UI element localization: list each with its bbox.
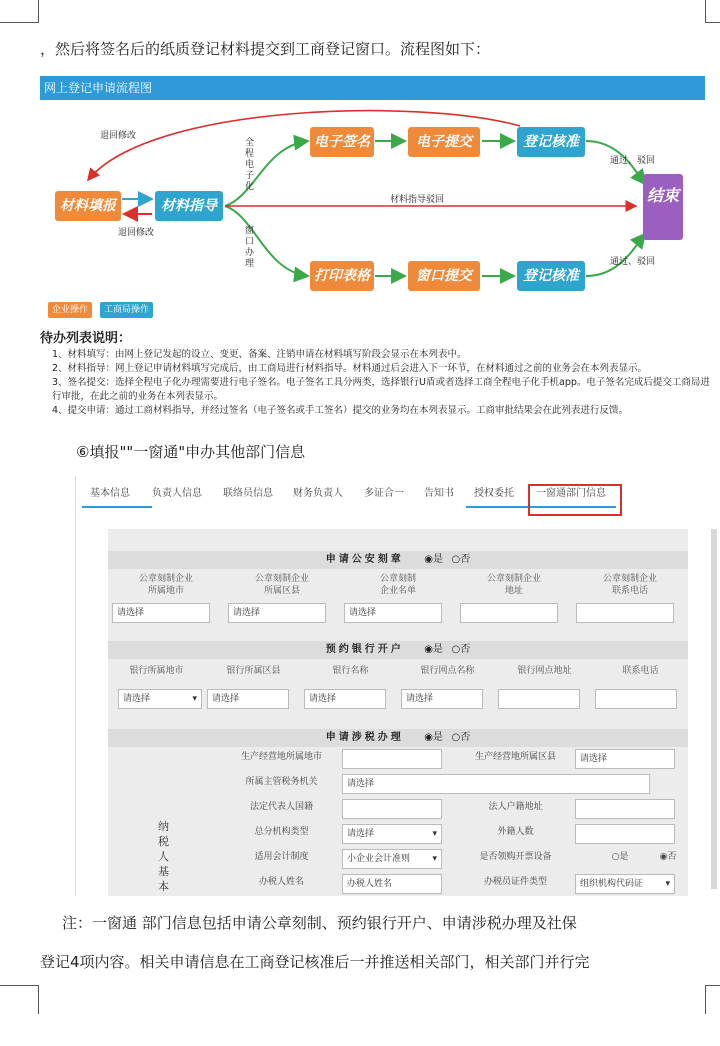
section-bank: [108, 641, 688, 659]
todo-note-item: 3、签名提交：选择全程电子化办理需要进行电子签名。电子签名工具分两类，选择银行U盾或者选择工商全程电子化手机app。电子签名完成后提交工商局进行审批，在此之前的业务在本列表显示。: [52, 377, 710, 402]
tax-label: 法定代表人国籍: [249, 802, 313, 812]
invoice-device-yes-radio[interactable]: ○是: [611, 852, 629, 862]
bank-yes-radio[interactable]: ◉是: [424, 644, 443, 655]
seal-header: 公章刻制 企业名单: [379, 574, 416, 596]
section-tax-title: 申请涉税办理: [325, 732, 404, 743]
tax-city-input[interactable]: [342, 749, 442, 769]
tax-no-radio[interactable]: ○否: [451, 732, 471, 743]
tax-label: 总分机构类型: [254, 827, 309, 837]
bottom-paragraph-line-1: 注：一窗通 部门信息包括申请公章刻制、预约银行开户、申请涉税办理及社保: [62, 914, 577, 932]
legal-rep-address-input[interactable]: [575, 799, 675, 819]
bank-header: 银行名称: [332, 666, 369, 676]
tax-district-select[interactable]: 请选择: [575, 749, 675, 769]
label-pass-reject-top: 通过、驳回: [610, 156, 656, 166]
seal-city-select[interactable]: 请选择: [112, 603, 210, 623]
seal-no-radio[interactable]: ○否: [451, 554, 471, 565]
seal-yes-radio[interactable]: ◉是: [424, 554, 443, 565]
label-pass-reject-bottom: 通过、驳回: [610, 257, 656, 267]
tab-one-window[interactable]: 一窗通部门信息: [536, 488, 606, 499]
tax-label: 适用会计制度: [254, 852, 309, 862]
seal-header: 公章刻制企业 地址: [486, 574, 541, 596]
intro-line: ，然后将签名后的纸质登记材料提交到工商登记窗口。流程图如下：: [40, 40, 491, 58]
bank-city-select[interactable]: 请选择 ▾: [118, 689, 202, 709]
box-esubmit: 电子提交: [408, 127, 480, 157]
highlight-box: [528, 484, 622, 516]
seal-header: 公章刻制企业 所属区县: [254, 574, 309, 596]
accounting-system-select[interactable]: 小企业会计准则 ▾: [342, 849, 442, 869]
branch-type-select[interactable]: 请选择 ▾: [342, 824, 442, 844]
section-seal: [108, 551, 688, 569]
invoice-device-no-radio[interactable]: ◉否: [659, 852, 677, 862]
foreign-staff-input[interactable]: [575, 824, 675, 844]
section-seal-title: 申请公安刻章: [325, 554, 404, 565]
label-return-top: 退回修改: [100, 131, 137, 141]
seal-header: 公章刻制企业 所属地市: [138, 574, 193, 596]
section-caption: ⑥填报""一窗通"申办其他部门信息: [76, 443, 306, 461]
form-panel: [108, 529, 688, 896]
tab-basic-info[interactable]: 基本信息: [90, 488, 130, 499]
tab-notice[interactable]: 告知书: [424, 488, 454, 499]
tab-multi-cert[interactable]: 多证合一: [364, 488, 404, 499]
seal-company-select[interactable]: 请选择: [344, 603, 442, 623]
box-end: [643, 174, 683, 240]
bank-name-select[interactable]: 请选择: [304, 689, 386, 709]
tax-label: 办税人姓名: [258, 877, 304, 887]
legal-rep-nationality-input[interactable]: [342, 799, 442, 819]
todo-notes-title: 待办列表说明：: [40, 331, 132, 346]
todo-notes: [40, 327, 710, 418]
tab-principal-info[interactable]: 负责人信息: [152, 488, 202, 499]
seal-district-select[interactable]: 请选择: [228, 603, 326, 623]
tax-label: 是否领购开票设备: [479, 852, 552, 862]
bank-header: 银行所属区县: [226, 666, 281, 676]
box-print: 打印表格: [310, 261, 374, 291]
bank-header: 联系电话: [622, 666, 659, 676]
box-material-guide: 材料指导: [155, 191, 223, 221]
bank-branch-address-input[interactable]: [498, 689, 580, 709]
box-verify-bottom: 登记核准: [517, 261, 585, 291]
seal-address-input[interactable]: [460, 603, 558, 623]
bank-branch-select[interactable]: 请选择: [401, 689, 483, 709]
box-material-fill: 材料填报: [55, 191, 121, 221]
tax-agent-id-type-select[interactable]: 组织机构代码证 ▾: [575, 874, 675, 894]
legend-enterprise: 企业操作: [48, 302, 92, 318]
bottom-paragraph-line-2: 登记4项内容。相关申请信息在工商登记核准后一并推送相关部门，相关部门并行完: [40, 953, 590, 971]
crop-mark-top-right: [705, 0, 720, 23]
box-window-submit: 窗口提交: [408, 261, 480, 291]
tab-underline: [82, 506, 152, 508]
taxpayer-side-label: 纳税人基本: [158, 820, 169, 893]
tab-authorization[interactable]: 授权委托: [474, 488, 514, 499]
legend-bureau: 工商局操作: [100, 302, 153, 318]
scrollbar[interactable]: [711, 529, 717, 889]
box-esign: 电子签名: [310, 127, 374, 157]
crop-mark-top-left: [0, 0, 39, 23]
tax-label: 法人户籍地址: [488, 802, 543, 812]
section-tax: [108, 729, 688, 747]
todo-note-item: 4、提交申请：通过工商材料指导，并经过签名（电子签名或手工签名）提交的业务均在本列表显示。工商审批结果会在此列表进行反馈。: [52, 405, 629, 416]
seal-phone-input[interactable]: [576, 603, 674, 623]
box-end-label: 结束: [646, 186, 679, 205]
bank-header: 银行网点名称: [420, 666, 475, 676]
tax-label: 生产经营地所属地市: [240, 752, 322, 762]
label-guide-reject: 材料指导驳回: [390, 195, 445, 205]
bank-district-select[interactable]: 请选择: [207, 689, 289, 709]
tax-label: 办税员证件类型: [483, 877, 547, 887]
tab-finance-info[interactable]: 财务负责人: [293, 488, 343, 499]
bank-header: 银行网点地址: [517, 666, 572, 676]
crop-mark-bottom-right: [705, 985, 720, 1014]
section-bank-title: 预约银行开户: [325, 644, 404, 655]
flowchart: [40, 76, 705, 326]
todo-note-item: 1、材料填写：由网上登记发起的设立、变更、备案、注销申请在材料填写阶段会显示在本列表中。: [52, 349, 467, 360]
label-return-bottom: 退回修改: [118, 228, 155, 238]
bank-header: 银行所属地市: [129, 666, 184, 676]
tax-authority-select[interactable]: 请选择: [342, 774, 650, 794]
crop-mark-bottom-left: [0, 985, 39, 1014]
label-window-handle: 窗口办理: [245, 226, 255, 269]
bank-phone-input[interactable]: [595, 689, 677, 709]
tax-label: 所属主管税务机关: [245, 777, 318, 787]
tax-label: 生产经营地所属区县: [474, 752, 556, 762]
form-screenshot: [75, 476, 720, 896]
tax-agent-name-input[interactable]: 办税人姓名: [342, 874, 442, 894]
tax-yes-radio[interactable]: ◉是: [424, 732, 443, 743]
bank-no-radio[interactable]: ○否: [451, 644, 471, 655]
todo-note-item: 2、材料指导：网上登记申请材料填写完成后，由工商局进行材料指导。材料通过后会进入下一环节，在材料通过之前的业务会在本列表显示。: [52, 363, 648, 374]
box-verify-top: 登记核准: [517, 127, 585, 157]
tab-liaison-info[interactable]: 联络员信息: [223, 488, 273, 499]
seal-header: 公章刻制企业 联系电话: [602, 574, 657, 596]
flowchart-title: 网上登记申请流程图: [40, 76, 705, 100]
tax-label: 外籍人数: [497, 827, 534, 837]
label-full-electronic: 全程电子化: [245, 138, 255, 192]
